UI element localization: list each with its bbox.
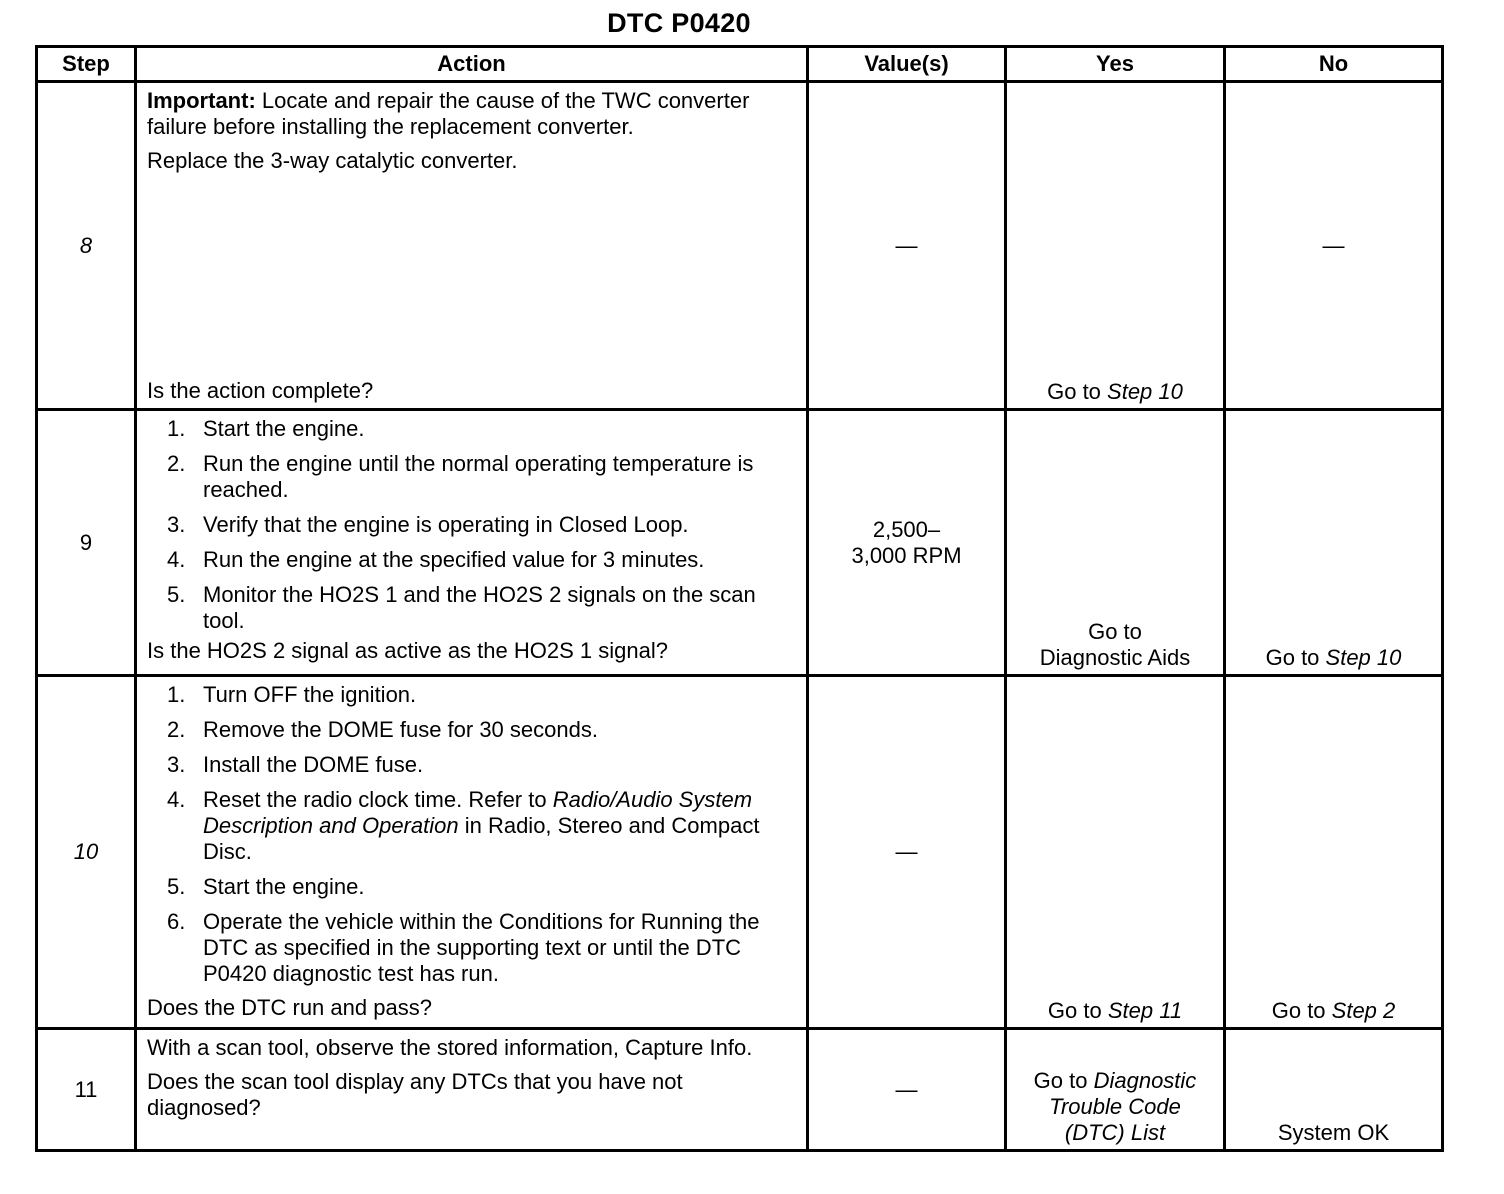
list-item <box>147 682 796 708</box>
item-number: 6. <box>167 909 186 934</box>
list-item <box>147 717 796 743</box>
item-text: Start the engine. <box>203 416 365 441</box>
list-item <box>147 451 796 503</box>
yes-prefix: Go to <box>1047 998 1108 1023</box>
list-item <box>147 582 796 634</box>
list-item <box>147 787 796 865</box>
item-text: Turn OFF the ignition. <box>203 682 417 707</box>
item-number: 2. <box>167 451 186 476</box>
value-cell: — <box>808 82 1006 410</box>
no-cell: — <box>1225 82 1443 410</box>
item-text: Operate the vehicle within the Conditions for Running the DTC as specified in the supporting text or until the DTC P0420 diagnostic test has run. <box>203 909 760 986</box>
no-step-link[interactable]: Step 2 <box>1331 998 1396 1023</box>
list-item <box>147 874 796 900</box>
item-number: 1. <box>167 682 186 707</box>
table-row-step-11 <box>37 1029 1443 1151</box>
item-number: 5. <box>167 582 186 607</box>
yes-cell <box>1006 676 1225 1029</box>
value-cell: — <box>808 676 1006 1029</box>
instruction-text: With a scan tool, observe the stored information, Capture Info. <box>147 1035 753 1060</box>
list-item <box>147 416 796 442</box>
yes-diagnostic-aids-link[interactable]: Diagnostic Aids <box>1039 645 1191 670</box>
list-item <box>147 909 796 987</box>
question-text: Is the action complete? <box>147 378 374 403</box>
step-number: 10 <box>37 676 136 1029</box>
step-number: 9 <box>37 410 136 676</box>
question-text: Does the scan tool display any DTCs that you have not diagnosed? <box>147 1069 683 1120</box>
item-text: Reset the radio clock time. Refer to <box>203 787 553 812</box>
procedure-list <box>147 682 796 987</box>
important-text: Locate and repair the cause of the TWC converter failure before installing the replacement converter. <box>147 88 750 139</box>
item-reference-link[interactable]: Radio/Audio System Description and Operation <box>203 787 753 838</box>
item-text: Start the engine. <box>203 874 365 899</box>
header-step: Step <box>37 47 136 82</box>
yes-step-link[interactable]: Step 10 <box>1107 379 1183 404</box>
yes-cell <box>1006 1029 1225 1151</box>
list-item <box>147 512 796 538</box>
item-text: in Radio, Stereo and Compact Disc. <box>203 813 760 864</box>
yes-prefix: Go to <box>1047 379 1108 404</box>
question-text: Is the HO2S 2 signal as active as the HO2S 1 signal? <box>147 638 668 663</box>
item-number: 5. <box>167 874 186 899</box>
header-no: No <box>1225 47 1443 82</box>
list-item <box>147 547 796 573</box>
item-number: 1. <box>167 416 186 441</box>
step-number: 8 <box>37 82 136 410</box>
item-text: Monitor the HO2S 1 and the HO2S 2 signals on the scan tool. <box>203 582 756 633</box>
procedure-list <box>147 416 796 634</box>
header-row <box>37 47 1443 82</box>
yes-prefix: Go to <box>1088 619 1142 644</box>
item-number: 4. <box>167 547 186 572</box>
list-item <box>147 752 796 778</box>
action-cell <box>136 82 808 410</box>
instruction-text: Replace the 3-way catalytic converter. <box>147 148 518 173</box>
table-row-step-8 <box>37 82 1443 410</box>
no-cell: System OK <box>1225 1029 1443 1151</box>
no-prefix: Go to <box>1271 998 1332 1023</box>
question-text: Does the DTC run and pass? <box>147 995 432 1020</box>
item-text: Run the engine at the specified value for 3 minutes. <box>203 547 705 572</box>
action-cell <box>136 410 808 676</box>
header-values: Value(s) <box>808 47 1006 82</box>
value-line-1: 2,500– <box>872 516 941 542</box>
yes-cell <box>1006 410 1225 676</box>
table-row-step-10 <box>37 676 1443 1029</box>
no-cell <box>1225 410 1443 676</box>
important-label: Important: <box>147 88 256 113</box>
table-row-step-9 <box>37 410 1443 676</box>
important-note <box>147 88 796 140</box>
step-number: 11 <box>37 1029 136 1151</box>
action-cell <box>136 1029 808 1151</box>
no-step-link[interactable]: Step 10 <box>1325 645 1402 670</box>
value-cell: — <box>808 1029 1006 1151</box>
no-prefix: Go to <box>1265 645 1326 670</box>
yes-cell <box>1006 82 1225 410</box>
diagnostic-table <box>35 45 1444 1152</box>
item-number: 3. <box>167 752 186 777</box>
value-cell <box>808 410 1006 676</box>
yes-dtc-list-link[interactable]: Diagnostic Trouble Code (DTC) List <box>1049 1068 1197 1145</box>
action-cell <box>136 676 808 1029</box>
item-number: 2. <box>167 717 186 742</box>
item-text: Remove the DOME fuse for 30 seconds. <box>203 717 598 742</box>
item-text: Run the engine until the normal operating temperature is reached. <box>203 451 754 502</box>
item-text: Install the DOME fuse. <box>203 752 424 777</box>
page-title: DTC P0420 <box>607 8 751 38</box>
value-line-2: 3,000 RPM <box>851 542 962 568</box>
yes-step-link[interactable]: Step 11 <box>1107 998 1183 1023</box>
item-number: 4. <box>167 787 186 812</box>
header-action: Action <box>136 47 808 82</box>
item-text: Verify that the engine is operating in Closed Loop. <box>203 512 689 537</box>
yes-prefix: Go to <box>1033 1068 1094 1093</box>
item-number: 3. <box>167 512 186 537</box>
no-cell <box>1225 676 1443 1029</box>
header-yes: Yes <box>1006 47 1225 82</box>
